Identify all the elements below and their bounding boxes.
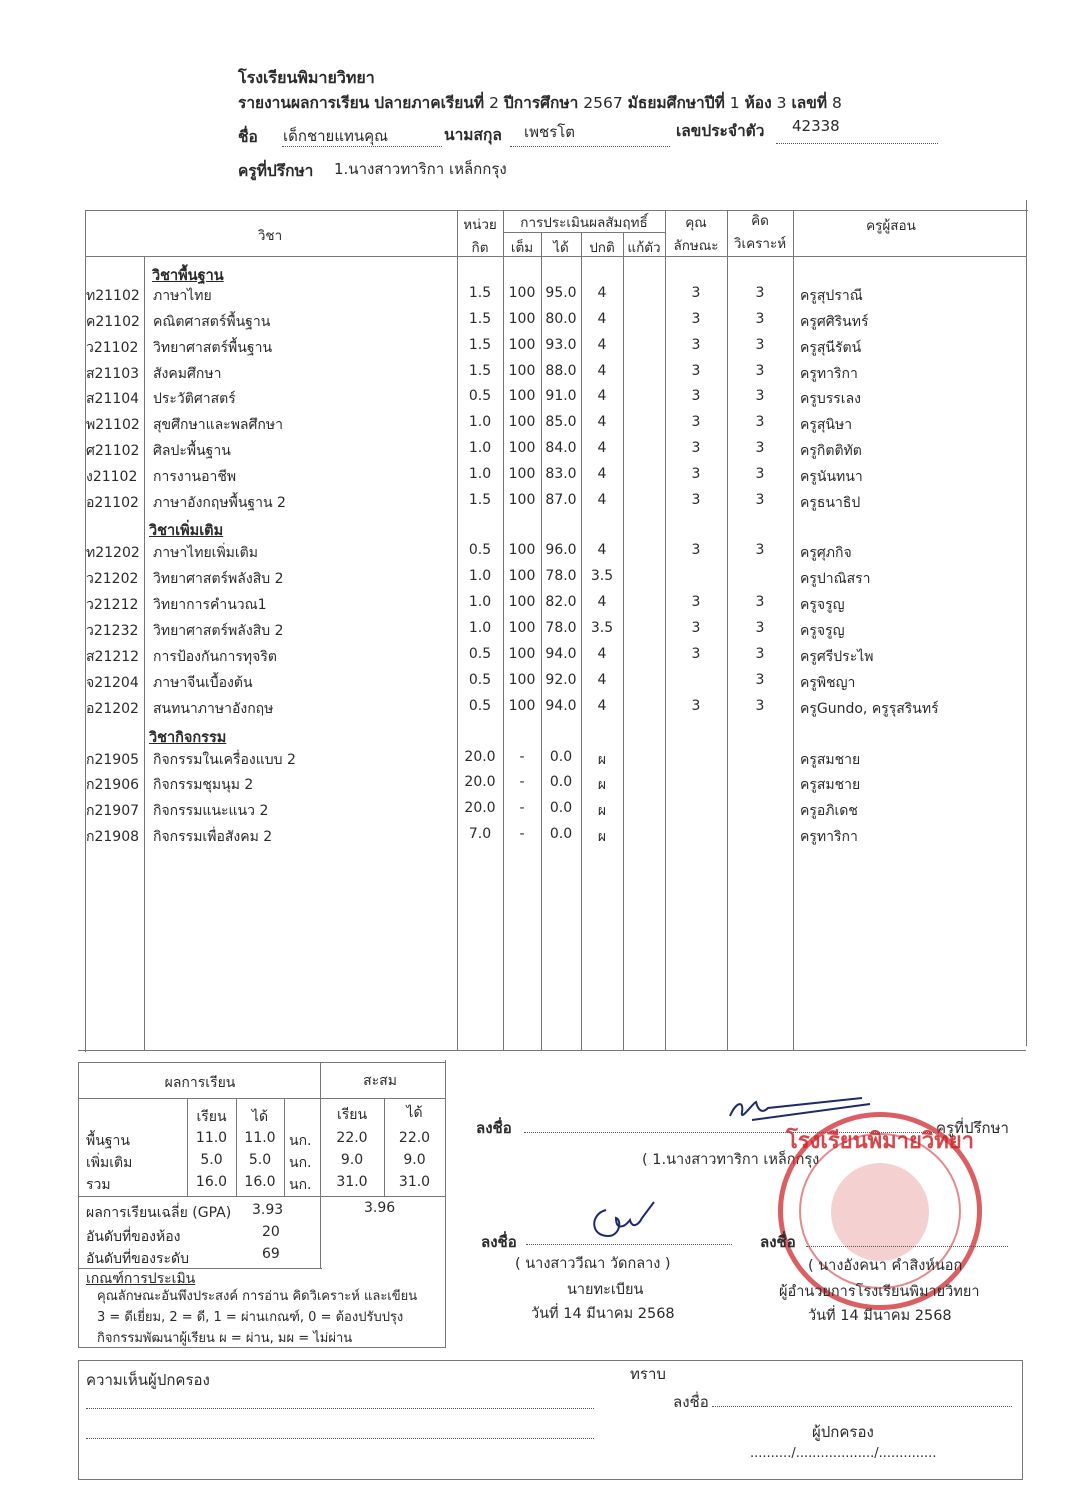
cell-teacher: ครูกิตติทัต: [800, 443, 862, 459]
cumulative-label: สะสม: [363, 1073, 397, 1089]
cell-full: 100: [508, 337, 536, 353]
director-sign-label: ลงชื่อ: [760, 1233, 796, 1251]
results-label: ผลการเรียน: [164, 1075, 236, 1091]
cell-grade: 4: [597, 542, 607, 558]
summary-col3-divider: [284, 1098, 285, 1196]
summary-got: 11.0: [244, 1130, 276, 1146]
cell-char: 3: [691, 311, 701, 327]
header-credit-top: หน่วย: [463, 217, 497, 233]
parent-date-line: ........../.................../..............: [750, 1446, 937, 1461]
cell-name: วิทยาศาสตร์พลังสิบ 2: [153, 623, 284, 639]
summary-unit: นก.: [289, 1155, 312, 1171]
cell-think: 3: [755, 698, 765, 714]
summary-study: 11.0: [195, 1130, 228, 1146]
cell-name: กิจกรรมแนะแนว 2: [153, 803, 269, 819]
header-char-bottom: ลักษณะ: [673, 238, 719, 254]
cell-name: การป้องกันการทุจริต: [153, 649, 277, 665]
col-teacher-divider: [793, 210, 794, 1050]
cell-char: 3: [691, 337, 701, 353]
header-char-top: คุณ: [685, 215, 707, 231]
cell-think: 3: [755, 285, 765, 301]
summary-header-divider: [78, 1098, 446, 1099]
cell-credit: 20.0: [464, 774, 496, 790]
rank-room-label: อันดับที่ของห้อง: [86, 1229, 181, 1245]
cell-credit: 0.5: [468, 542, 492, 558]
cell-got: 80.0: [545, 311, 577, 327]
study-label: เรียน: [196, 1109, 227, 1125]
cell-char: 3: [691, 414, 701, 430]
cell-name: วิทยาการคำนวณ1: [153, 597, 267, 613]
cell-think: 3: [755, 311, 765, 327]
cell-think: 3: [755, 542, 765, 558]
header-got: ได้: [553, 240, 569, 256]
criteria-line-2: 3 = ดีเยี่ยม, 2 = ดี, 1 = ผ่านเกณฑ์, 0 = ต้องปรับปรุง: [97, 1310, 404, 1325]
cell-got: 94.0: [545, 698, 577, 714]
cell-credit: 0.5: [468, 698, 492, 714]
header-assessment: การประเมินผลสัมฤทธิ์: [520, 215, 648, 231]
cell-char: 3: [691, 594, 701, 610]
cell-code: อ21102: [86, 495, 139, 511]
cell-name: ภาษาอังกฤษพื้นฐาน 2: [153, 495, 286, 511]
cum-got-label: ได้: [406, 1105, 423, 1121]
cell-credit: 0.5: [468, 646, 492, 662]
cell-name: กิจกรรมในเครื่องแบบ 2: [153, 752, 296, 768]
cell-code: ศ21102: [86, 443, 140, 459]
cell-credit: 0.5: [468, 388, 492, 404]
cell-full: 100: [508, 672, 536, 688]
cell-code: ท21202: [86, 545, 140, 561]
cell-char: 3: [691, 363, 701, 379]
cell-teacher: ครูสมชาย: [800, 752, 861, 768]
cell-think: 3: [755, 646, 765, 662]
cell-think: 3: [755, 594, 765, 610]
header-think-top: คิด: [751, 213, 769, 229]
summary-got: 5.0: [248, 1152, 272, 1168]
cell-teacher: ครูศุภกิจ: [800, 545, 852, 561]
cell-name: ภาษาจีนเบื้องต้น: [153, 675, 253, 691]
cell-full: 100: [508, 646, 536, 662]
cell-credit: 1.0: [468, 620, 492, 636]
cell-full: 100: [508, 363, 536, 379]
cell-got: 96.0: [545, 542, 577, 558]
cell-name: การงานอาชีพ: [153, 469, 237, 485]
rank-level-label: อันดับที่ของระดับ: [86, 1251, 190, 1267]
col-code-divider: [144, 256, 145, 1050]
header-think-bottom: วิเคราะห์: [733, 236, 787, 252]
col-fix-divider: [623, 232, 624, 1050]
cell-name: ประวัติศาสตร์: [153, 391, 236, 407]
grade-label: มัธยมศึกษาปีที่: [627, 94, 725, 112]
advisor-sign-name: ( 1.นางสาวทาริกา เหล็กกรุง: [642, 1152, 820, 1168]
cell-teacher: ครูสุนีรัตน์: [800, 340, 862, 356]
cell-code: ส21104: [86, 391, 140, 407]
cell-teacher: ครูสุนิษา: [800, 417, 853, 433]
cell-teacher: ครูศศิรินทร์: [800, 314, 869, 330]
header-credit-bottom: กิต: [471, 240, 489, 256]
cell-think: 3: [755, 440, 765, 456]
table-border-bottom: [78, 1050, 1026, 1051]
parent-border-left: [78, 1360, 79, 1480]
cell-credit: 1.0: [468, 466, 492, 482]
cell-got: 85.0: [545, 414, 577, 430]
header-normal: ปกติ: [589, 240, 615, 256]
cell-name: ภาษาไทยเพิ่มเติม: [153, 545, 258, 561]
cell-full: -: [519, 749, 525, 765]
header-full: เต็ม: [510, 240, 534, 256]
summary-cum_got: 31.0: [398, 1174, 431, 1190]
cell-got: 84.0: [545, 440, 577, 456]
cell-grade: ผ: [597, 829, 607, 845]
cell-full: 100: [508, 388, 536, 404]
cell-think: 3: [755, 388, 765, 404]
cell-grade: ผ: [597, 752, 607, 768]
cell-got: 87.0: [545, 492, 577, 508]
section-extra: วิชาเพิ่มเติม: [149, 523, 224, 539]
cell-credit: 1.0: [468, 440, 492, 456]
cell-grade: 4: [597, 311, 607, 327]
term-value: 2: [489, 94, 499, 112]
cell-grade: 4: [597, 698, 607, 714]
cell-code: ง21102: [86, 469, 138, 485]
cell-char: 3: [691, 646, 701, 662]
parent-border-right: [1022, 1360, 1023, 1480]
summary-study: 5.0: [200, 1152, 223, 1168]
cell-got: 0.0: [549, 749, 573, 765]
cell-code: ก21907: [86, 803, 140, 819]
summary-cum_got: 22.0: [398, 1130, 431, 1146]
cell-think: 3: [755, 363, 765, 379]
cell-char: 3: [691, 388, 701, 404]
director-sign-line: [806, 1246, 1008, 1247]
cell-think: 3: [755, 672, 765, 688]
cell-grade: 4: [597, 594, 607, 610]
cell-teacher: ครูบรรเลง: [800, 391, 862, 407]
gpa-label: ผลการเรียนเฉลี่ย (GPA): [86, 1205, 232, 1221]
cell-teacher: ครูสมชาย: [800, 777, 861, 793]
parent-sign-label: ลงชื่อ: [673, 1393, 709, 1411]
name-dotted-line: [282, 146, 442, 147]
room-value: 3: [776, 94, 787, 112]
student-id-label: เลขประจำตัว: [676, 122, 765, 140]
cell-code: พ21102: [86, 417, 140, 433]
registrar-name: ( นางสาววีณา วัดกลาง ): [515, 1256, 671, 1272]
director-name: ( นางอังคนา คำสิงห์นอก: [808, 1258, 963, 1274]
parent-role: ผู้ปกครอง: [812, 1423, 874, 1441]
cell-teacher: ครูสุปราณี: [800, 288, 863, 304]
section-activity: วิชากิจกรรม: [149, 730, 227, 746]
cell-code: ว21202: [86, 571, 139, 587]
cell-name: สนทนาภาษาอังกฤษ: [153, 701, 274, 717]
gpa-value: 3.93: [252, 1202, 284, 1218]
cell-got: 78.0: [545, 568, 577, 584]
year-value: 2567: [583, 94, 623, 112]
name-label: ชื่อ: [238, 128, 258, 146]
number-value: 8: [831, 94, 842, 112]
cell-got: 95.0: [545, 285, 577, 301]
cell-credit: 1.5: [468, 285, 492, 301]
student-surname: เพชรโต: [524, 123, 576, 141]
summary-border-right: [445, 1060, 446, 1348]
cell-think: 3: [755, 337, 765, 353]
cell-credit: 7.0: [468, 826, 492, 842]
grade-value: 1: [729, 94, 740, 112]
parent-border-bottom: [78, 1479, 1023, 1480]
term-label: ปลายภาคเรียนที่: [374, 94, 485, 112]
student-id: 42338: [792, 117, 840, 135]
cell-credit: 20.0: [464, 749, 496, 765]
cell-name: วิทยาศาสตร์พื้นฐาน: [153, 340, 273, 356]
cell-credit: 1.5: [468, 363, 492, 379]
advisor-label: ครูที่ปรึกษา: [238, 162, 314, 180]
cell-name: กิจกรรมชุมนุม 2: [153, 777, 254, 793]
cell-full: 100: [508, 311, 536, 327]
cell-think: 3: [755, 620, 765, 636]
summary-label: พื้นฐาน: [86, 1133, 130, 1149]
cell-teacher: ครูพิชญา: [800, 675, 856, 691]
header-fix: แก้ตัว: [627, 240, 661, 256]
cell-char: 3: [691, 285, 701, 301]
parent-opinion-line-2: [86, 1438, 594, 1439]
cell-grade: 4: [597, 492, 607, 508]
cell-code: อ21202: [86, 701, 139, 717]
cell-teacher: ครูปาณิสรา: [800, 571, 871, 587]
registrar-signature: [586, 1196, 658, 1244]
cell-teacher: ครูธนาธิป: [800, 495, 861, 511]
parent-opinion-label: ความเห็นผู้ปกครอง: [86, 1371, 210, 1389]
cell-credit: 20.0: [464, 800, 496, 816]
criteria-line-1: คุณลักษณะอันพึงประสงค์ การอ่าน คิดวิเคราะห์ และเขียน: [97, 1289, 418, 1304]
cell-char: 3: [691, 492, 701, 508]
id-dotted-line: [776, 143, 938, 144]
cell-name: วิทยาศาสตร์พลังสิบ 2: [153, 571, 284, 587]
cell-char: 3: [691, 620, 701, 636]
summary-cum_got: 9.0: [403, 1152, 426, 1168]
cell-char: 3: [691, 440, 701, 456]
cell-code: ส21103: [86, 366, 140, 382]
summary-label: รวม: [86, 1177, 111, 1193]
cell-teacher: ครูอภิเดช: [800, 803, 858, 819]
table-border-right: [1026, 200, 1027, 1046]
cell-teacher: ครูGundo, ครูรุสรินทร์: [800, 701, 939, 717]
cell-credit: 1.0: [468, 568, 492, 584]
cell-grade: 4: [597, 388, 607, 404]
cell-grade: 4: [597, 646, 607, 662]
cell-grade: 4: [597, 672, 607, 688]
cell-grade: 4: [597, 285, 607, 301]
cell-code: ท21102: [86, 288, 140, 304]
cell-char: 3: [691, 466, 701, 482]
cell-got: 93.0: [545, 337, 577, 353]
parent-border-top: [78, 1360, 1023, 1361]
rank-room-value: 20: [262, 1224, 280, 1240]
col-got-divider: [541, 232, 542, 1050]
registrar-sign-label: ลงชื่อ: [481, 1233, 517, 1251]
advisor-name: 1.นางสาวทาริกา เหล็กกรุง: [334, 160, 507, 178]
cell-got: 82.0: [545, 594, 577, 610]
cell-code: ส21212: [86, 649, 140, 665]
surname-label: นามสกุล: [444, 126, 502, 144]
cell-full: 100: [508, 285, 536, 301]
cell-full: 100: [508, 698, 536, 714]
cell-code: ว21232: [86, 623, 139, 639]
header-teacher: ครูผู้สอน: [866, 218, 916, 234]
summary-unit: นก.: [289, 1133, 312, 1149]
cell-grade: 4: [597, 440, 607, 456]
cell-teacher: ครูจรูญ: [800, 597, 845, 613]
cell-got: 91.0: [545, 388, 577, 404]
cell-teacher: ครูนันทนา: [800, 469, 863, 485]
room-label: ห้อง: [744, 94, 772, 112]
cell-credit: 1.5: [468, 311, 492, 327]
cell-name: คณิตศาสตร์พื้นฐาน: [153, 314, 271, 330]
cell-grade: ผ: [597, 803, 607, 819]
gpa-cumulative: 3.96: [364, 1200, 396, 1216]
cell-credit: 0.5: [468, 672, 492, 688]
cell-grade: 4: [597, 337, 607, 353]
cell-grade: 4: [597, 363, 607, 379]
cell-code: ก21908: [86, 829, 140, 845]
student-name: เด็กชายแทนคุณ: [283, 127, 389, 145]
cell-grade: 3.5: [590, 620, 614, 636]
summary-cum_study: 9.0: [340, 1152, 364, 1168]
cell-teacher: ครูทาริกา: [800, 366, 858, 382]
cell-name: กิจกรรมเพื่อสังคม 2: [153, 829, 273, 845]
col-normal-divider: [581, 232, 582, 1050]
cell-got: 92.0: [545, 672, 577, 688]
cell-credit: 1.5: [468, 492, 492, 508]
cell-code: ว21212: [86, 597, 139, 613]
report-title: [238, 90, 842, 115]
director-date: วันที่ 14 มีนาคม 2568: [808, 1308, 952, 1324]
cell-code: จ21204: [86, 675, 139, 691]
cell-think: 3: [755, 414, 765, 430]
cell-full: 100: [508, 440, 536, 456]
summary-body-divider: [78, 1196, 446, 1197]
header-subject: วิชา: [257, 228, 283, 244]
cell-got: 83.0: [545, 466, 577, 482]
cell-full: 100: [508, 466, 536, 482]
summary-border-left: [78, 1062, 79, 1348]
cell-name: สังคมศึกษา: [153, 366, 222, 382]
cell-grade: 4: [597, 466, 607, 482]
cell-grade: 4: [597, 414, 607, 430]
cell-got: 0.0: [549, 800, 573, 816]
cell-teacher: ครูทาริกา: [800, 829, 858, 845]
got-label: ได้: [251, 1109, 269, 1125]
cell-char: 3: [691, 698, 701, 714]
summary-cum_study: 31.0: [336, 1174, 368, 1190]
cell-credit: 1.5: [468, 337, 492, 353]
cell-full: 100: [508, 542, 536, 558]
summary-unit: นก.: [289, 1177, 312, 1193]
cell-credit: 1.0: [468, 414, 492, 430]
cell-teacher: ครูจรูญ: [800, 623, 845, 639]
parent-sign-line: [712, 1406, 1012, 1407]
cell-full: 100: [508, 620, 536, 636]
parent-opinion-line-1: [86, 1408, 594, 1409]
year-label: ปีการศึกษา: [503, 94, 579, 112]
cell-full: -: [519, 800, 525, 816]
cell-full: 100: [508, 492, 536, 508]
registrar-date: วันที่ 14 มีนาคม 2568: [531, 1306, 675, 1322]
cell-think: 3: [755, 492, 765, 508]
cell-got: 0.0: [549, 774, 573, 790]
cell-got: 0.0: [549, 826, 573, 842]
cell-name: สุขศึกษาและพลศึกษา: [153, 417, 283, 433]
cell-code: ค21102: [86, 314, 140, 330]
cell-got: 78.0: [545, 620, 577, 636]
cell-code: ก21905: [86, 752, 140, 768]
cum-study-label: เรียน: [336, 1107, 368, 1123]
section-basic: วิชาพื้นฐาน: [152, 268, 224, 284]
summary-cum_study: 22.0: [336, 1130, 368, 1146]
seal-text: โรงเรียนพิมายวิทยา: [786, 1129, 974, 1154]
advisor-sign-label: ลงชื่อ: [476, 1119, 512, 1137]
cell-full: -: [519, 774, 525, 790]
report-prefix: รายงานผลการเรียน: [238, 94, 370, 112]
cell-think: 3: [755, 466, 765, 482]
cell-code: ก21906: [86, 777, 140, 793]
surname-dotted-line: [510, 146, 670, 147]
director-role: ผู้อำนวยการโรงเรียนพิมายวิทยา: [779, 1284, 980, 1300]
cell-full: 100: [508, 594, 536, 610]
cell-name: ศิลปะพื้นฐาน: [153, 443, 231, 459]
cell-got: 94.0: [545, 646, 577, 662]
cell-credit: 1.0: [468, 594, 492, 610]
summary-study: 16.0: [195, 1174, 228, 1190]
summary-label: เพิ่มเติม: [86, 1155, 133, 1171]
number-label: เลขที่: [791, 94, 828, 112]
cell-grade: ผ: [597, 777, 607, 793]
summary-got: 16.0: [244, 1174, 276, 1190]
cell-char: 3: [691, 542, 701, 558]
cell-full: -: [519, 826, 525, 842]
parent-ack-label: ทราบ: [630, 1365, 666, 1383]
cell-got: 88.0: [545, 363, 577, 379]
criteria-line-3: กิจกรรมพัฒนาผู้เรียน ผ = ผ่าน, มผ = ไม่ผ่าน: [97, 1331, 353, 1346]
advisor-role: ครูที่ปรึกษา: [936, 1119, 1009, 1137]
rank-level-value: 69: [262, 1246, 280, 1262]
school-name: โรงเรียนพิมายวิทยา: [238, 68, 375, 87]
cell-full: 100: [508, 568, 536, 584]
cell-full: 100: [508, 414, 536, 430]
cell-code: ว21102: [86, 340, 139, 356]
cell-name: ภาษาไทย: [153, 288, 212, 304]
cell-grade: 3.5: [590, 568, 614, 584]
criteria-title: เกณฑ์การประเมิน: [86, 1271, 196, 1287]
registrar-sign-line: [526, 1244, 732, 1245]
cell-teacher: ครูศรีประไพ: [800, 649, 874, 665]
registrar-role: นายทะเบียน: [567, 1282, 644, 1298]
summary-border-top: [78, 1062, 446, 1063]
